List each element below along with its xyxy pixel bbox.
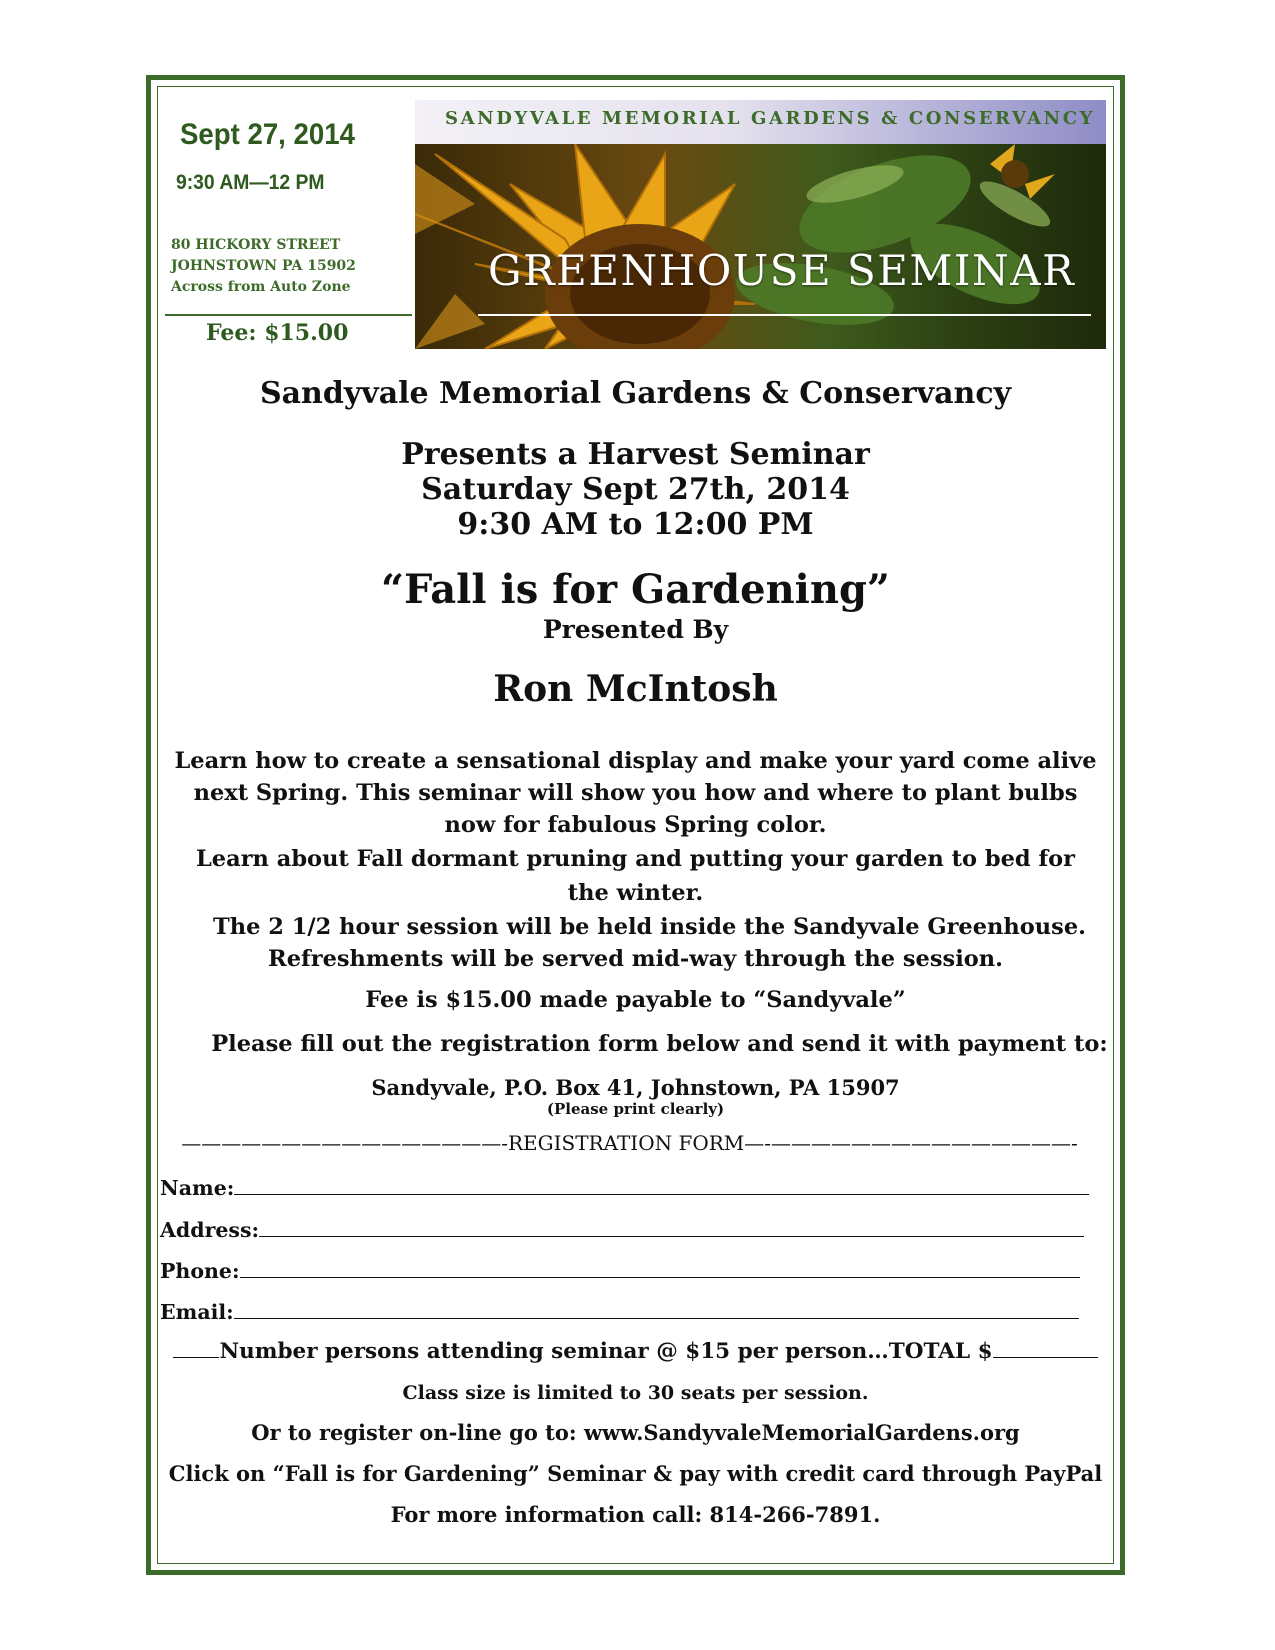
sidebar-fee: Fee: $15.00 xyxy=(206,320,349,346)
email-field[interactable] xyxy=(160,1298,1079,1324)
banner-title-underline xyxy=(478,314,1091,316)
paypal-instructions: Click on “Fall is for Gardening” Seminar & pay with credit card through PayPal xyxy=(168,1461,1103,1486)
address-label: Address: xyxy=(160,1218,260,1242)
org-heading: Sandyvale Memorial Gardens & Conservancy xyxy=(259,376,1012,411)
attendee-count-line[interactable] xyxy=(146,1339,1125,1364)
banner-title: GREENHOUSE SEMINAR xyxy=(488,246,1076,295)
print-clearly-note: (Please print clearly) xyxy=(546,1100,725,1118)
address-blank[interactable] xyxy=(259,1216,1084,1237)
email-label: Email: xyxy=(160,1300,234,1324)
sunflower-photo xyxy=(415,144,1106,349)
event-time: 9:30 AM—12 PM xyxy=(176,171,325,194)
total-blank[interactable] xyxy=(993,1339,1098,1358)
description-line: next Spring. This seminar will show you how and where to plant bulbs xyxy=(193,780,1078,806)
seminar-time: 9:30 AM to 12:00 PM xyxy=(457,507,814,542)
class-size-note: Class size is limited to 30 seats per session. xyxy=(402,1382,869,1404)
banner-org-name: SANDYVALE MEMORIAL GARDENS & CONSERVANCY xyxy=(445,108,1096,129)
email-blank[interactable] xyxy=(234,1298,1079,1319)
phone-blank[interactable] xyxy=(240,1257,1080,1278)
online-registration: Or to register on-line go to: www.SandyvaleMemorialGardens.org xyxy=(251,1420,1020,1445)
presenter-name: Ron McIntosh xyxy=(493,668,778,710)
description-line: Learn how to create a sensational display and make your yard come alive xyxy=(174,748,1097,774)
description-line: Refreshments will be served mid-way through the session. xyxy=(268,946,1003,972)
description-line: The 2 1/2 hour session will be held inside the Sandyvale Greenhouse. xyxy=(213,914,1086,940)
phone-field[interactable] xyxy=(160,1257,1080,1283)
description-line: Learn about Fall dormant pruning and putting your garden to bed for xyxy=(195,846,1076,872)
event-date: Sept 27, 2014 xyxy=(180,118,355,151)
seminar-date: Saturday Sept 27th, 2014 xyxy=(421,472,850,507)
venue-landmark: Across from Auto Zone xyxy=(171,279,351,295)
presented-by-label: Presented By xyxy=(542,615,729,644)
seminar-intro: Presents a Harvest Seminar xyxy=(401,437,870,472)
address-field[interactable] xyxy=(160,1216,1084,1242)
registration-form-header: ————————————————-REGISTRATION FORM—-———————————————- xyxy=(181,1131,1078,1155)
venue-city: JOHNSTOWN PA 15902 xyxy=(171,258,356,274)
venue-street: 80 HICKORY STREET xyxy=(171,237,341,253)
name-field[interactable] xyxy=(160,1174,1089,1200)
description-line: the winter. xyxy=(567,880,704,906)
attendee-count-blank[interactable] xyxy=(173,1339,219,1358)
description-line: now for fabulous Spring color. xyxy=(444,812,827,838)
mail-instructions: Please fill out the registration form below and send it with payment to: xyxy=(211,1031,1108,1057)
phone-label: Phone: xyxy=(160,1259,240,1283)
contact-info: For more information call: 814-266-7891. xyxy=(390,1502,881,1527)
mailing-address: Sandyvale, P.O. Box 41, Johnstown, PA 15907 xyxy=(371,1075,900,1100)
fee-note: Fee is $15.00 made payable to “Sandyvale” xyxy=(365,987,906,1013)
sidebar-divider xyxy=(165,314,412,316)
name-blank[interactable] xyxy=(234,1174,1089,1195)
name-label: Name: xyxy=(160,1176,235,1200)
attendee-count-text: Number persons attending seminar @ $15 per person…TOTAL $ xyxy=(219,1339,993,1364)
seminar-title: “Fall is for Gardening” xyxy=(381,566,890,613)
